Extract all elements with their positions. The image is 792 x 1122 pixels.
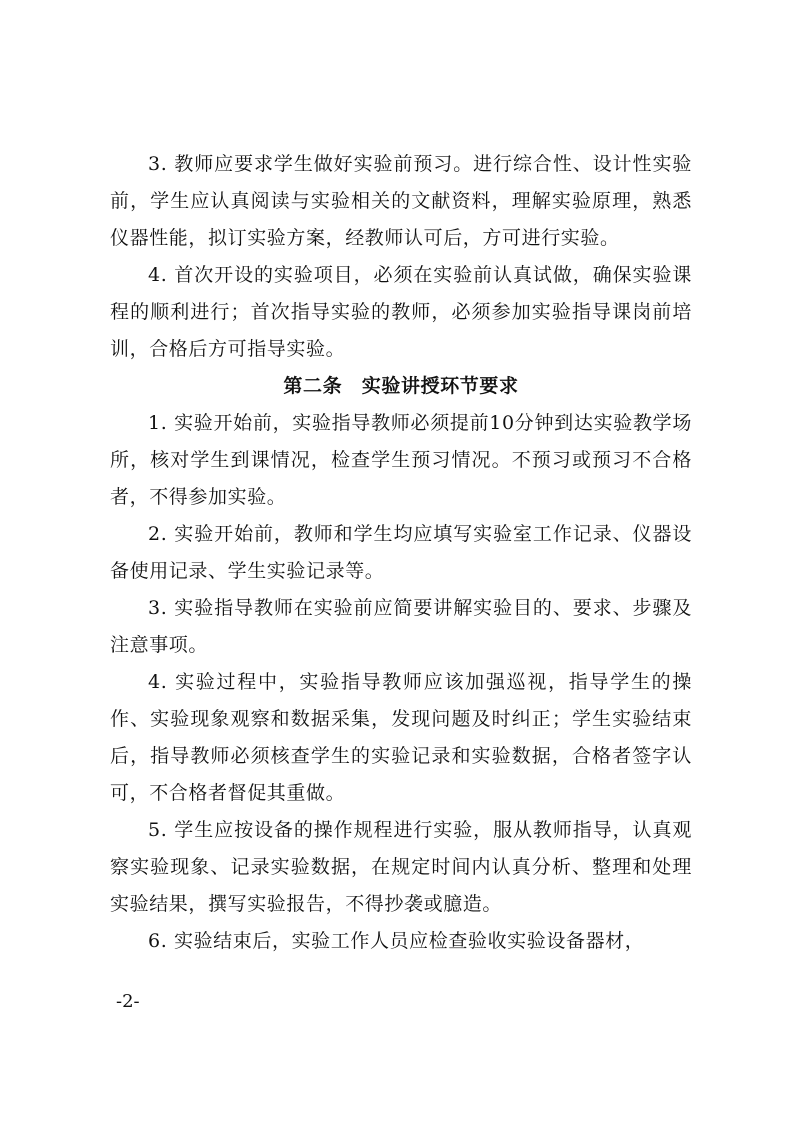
- paragraph-before-start-records: 2. 实验开始前，教师和学生均应填写实验室工作记录、仪器设备使用记录、学生实验记录等。: [110, 523, 692, 582]
- document-body: [110, 146, 692, 960]
- paragraph-teacher-preview-requirement: 3. 教师应要求学生做好实验前预习。进行综合性、设计性实验前，学生应认真阅读与实验相关的文献资料，理解实验原理，熟悉仪器性能，拟订实验方案，经教师认可后，方可进行实验。: [110, 153, 692, 249]
- paragraph-before-start-arrival: 1. 实验开始前，实验指导教师必须提前10分钟到达实验教学场所，核对学生到课情况，检查学生预习情况。不预习或预习不合格者，不得参加实验。: [110, 412, 692, 508]
- paragraph-explain-objectives: 3. 实验指导教师在实验前应简要讲解实验目的、要求、步骤及注意事项。: [110, 597, 692, 656]
- paragraph-first-time-experiment: 4. 首次开设的实验项目，必须在实验前认真试做，确保实验课程的顺利进行；首次指导实验的教师，必须参加实验指导课岗前培训，合格后方可指导实验。: [110, 264, 692, 360]
- paragraph-during-experiment: 4. 实验过程中，实验指导教师应该加强巡视，指导学生的操作、实验现象观察和数据采集，发现问题及时纠正；学生实验结束后，指导教师必须核查学生的实验记录和实验数据，合格者签字认可，不合格者督促其重做。: [110, 671, 692, 804]
- page-number: -2-: [116, 991, 140, 1012]
- paragraph-student-operation: 5. 学生应按设备的操作规程进行实验，服从教师指导，认真观察实验现象、记录实验数据，在规定时间内认真分析、整理和处理实验结果，撰写实验报告，不得抄袭或臆造。: [110, 819, 692, 915]
- section-heading: 第二条 实验讲授环节要求: [283, 375, 519, 397]
- paragraph-after-experiment: 6. 实验结束后，实验工作人员应检查验收实验设备器材，: [148, 930, 645, 952]
